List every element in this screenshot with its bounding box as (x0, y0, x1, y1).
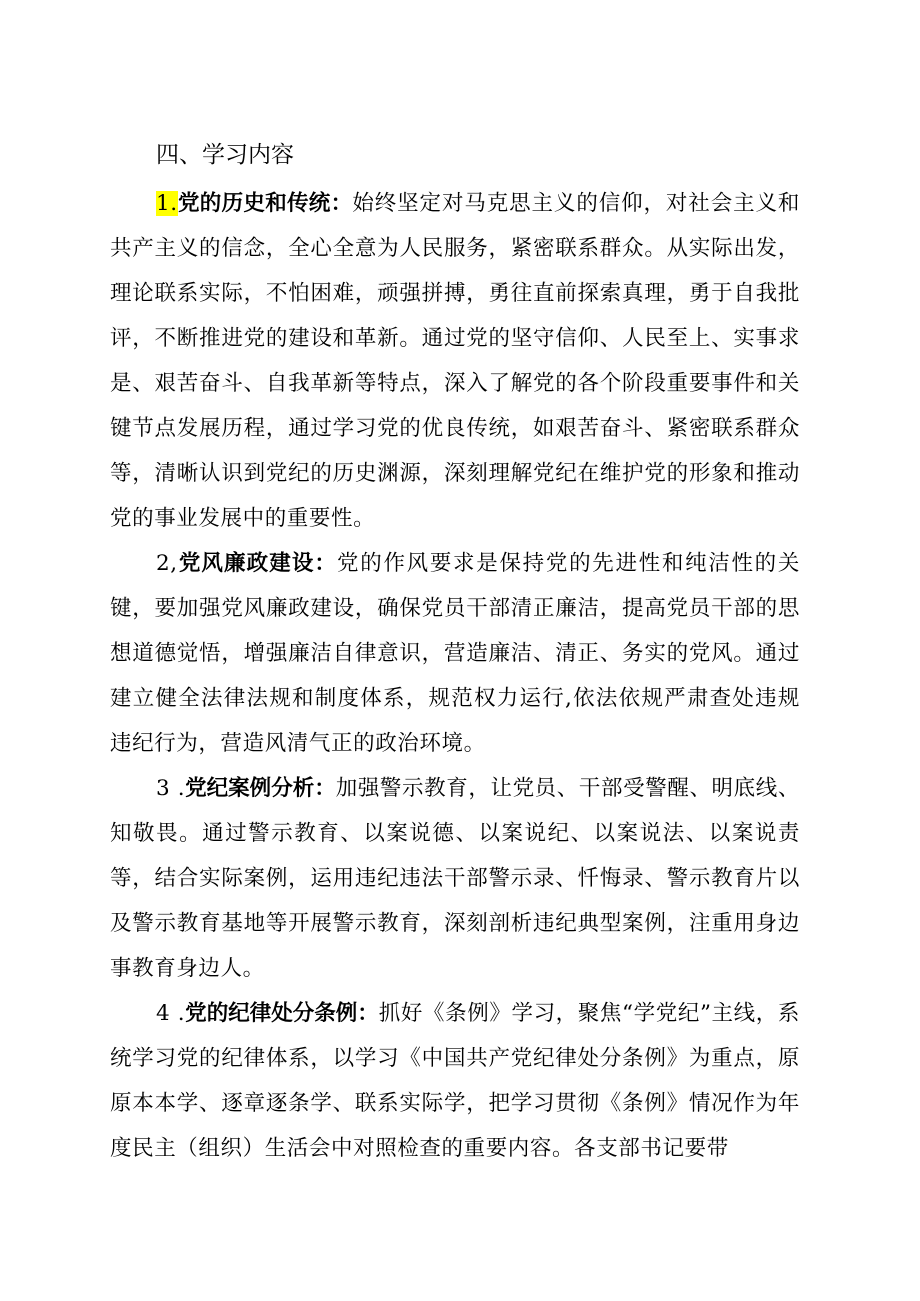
paragraph-marker: 3 . (156, 776, 186, 801)
paragraph-party-history (110, 181, 800, 541)
paragraph-text: 加强警示教育，让党员、干部受警醒、明底线、知敬畏。通过警示教育、以案说德、以案说纪、以案说法、以案说责等，结合实际案例，运用违纪违法干部警示录、忏悔录、警示教育片以及警示教育基地等开展警示教育，深刻剖析违纪典型案例，注重用身边事教育身边人。 (110, 776, 800, 981)
paragraph-marker: 4 . (156, 1001, 186, 1026)
paragraph-disciplinary-regulations (110, 991, 800, 1171)
paragraph-text: 党的作风要求是保持党的先进性和纯洁性的关键，要加强党风廉政建设，确保党员干部清正廉洁，提高党员干部的思想道德觉悟，增强廉洁自律意识，营造廉洁、清正、务实的党风。通过建立健全法律法规和制度体系，规范权力运行,依法依规严肃查处违规违纪行为，营造风清气正的政治环境。 (110, 551, 800, 756)
paragraph-integrity-building (110, 541, 800, 766)
paragraph-text: 抓好《条例》学习，聚焦“学党纪”主线，系统学习党的纪律体系，以学习《中国共产党纪律处分条例》为重点，原原本本学、逐章逐条学、联系实际学，把学习贯彻《条例》情况作为年度民主（组织）生活会中对照检查的重要内容。各支部书记要带 (110, 1001, 800, 1161)
paragraph-marker: 2, (156, 551, 178, 576)
section-heading: 四、学习内容 (156, 142, 294, 168)
highlighted-marker: 1. (156, 191, 178, 216)
paragraph-lead: 党的纪律处分条例： (185, 1001, 379, 1026)
paragraph-lead: 党纪案例分析： (185, 776, 336, 801)
paragraph-case-analysis (110, 766, 800, 991)
document-body (110, 138, 800, 1171)
paragraph-lead: 党的历史和传统： (177, 191, 353, 216)
paragraph-text: 始终坚定对马克思主义的信仰，对社会主义和共产主义的信念，全心全意为人民服务，紧密联系群众。从实际出发，理论联系实际，不怕困难，顽强拼搏，勇往直前探索真理，勇于自我批评，不断推进党的建设和革新。通过党的坚守信仰、人民至上、实事求是、艰苦奋斗、自我革新等特点，深入了解党的各个阶段重要事件和关键节点发展历程，通过学习党的优良传统，如艰苦奋斗、紧密联系群众等，清晰认识到党纪的历史渊源，深刻理解党纪在维护党的形象和推动党的事业发展中的重要性。 (110, 191, 800, 531)
paragraph-lead: 党风廉政建设： (177, 551, 338, 576)
